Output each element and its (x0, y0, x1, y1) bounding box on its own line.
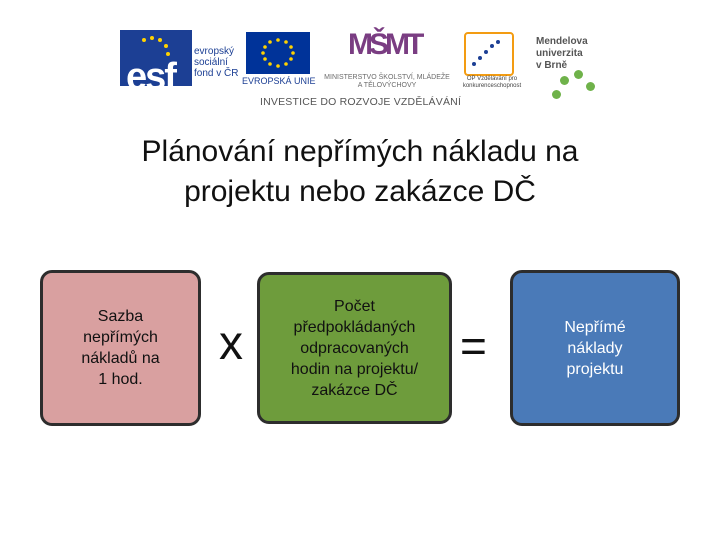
rate-box-text: Sazba nepřímých nákladů na 1 hod. (81, 308, 160, 388)
eu-caption: EVROPSKÁ UNIE (242, 76, 316, 86)
page-title (40, 132, 680, 212)
eu-flag-icon (246, 32, 310, 74)
title-line-1: Plánování nepřímých nákladu na (141, 135, 579, 168)
mendel-dot-icon (552, 90, 561, 99)
msmt-caption: MINISTERSTVO ŠKOLSTVÍ, MLÁDEŽE A TĚLOVÝCHOVY (324, 74, 450, 89)
hours-box-text: Počet předpokládaných odpracovaných hodin na projektu/ zakázce DČ (290, 297, 419, 399)
multiply-sign: x (219, 317, 243, 370)
mendel-dot-icon (560, 76, 569, 85)
op-caption: OP Vzdělávání pro konkurenceschopnost (462, 76, 522, 89)
mendel-dot-icon (586, 82, 595, 91)
investment-slogan: INVESTICE DO ROZVOJE VZDĚLÁVÁNÍ (260, 96, 462, 108)
title-line-2: projektu nebo zakázce DČ (184, 175, 536, 208)
result-box (510, 270, 680, 426)
mendel-caption: Mendelova univerzita v Brně (536, 36, 588, 71)
hours-box (257, 272, 452, 424)
equals-sign: = (460, 320, 487, 372)
esf-letters: esf (126, 56, 175, 98)
mendel-dot-icon (574, 70, 583, 79)
rate-box (40, 270, 201, 426)
msmt-mark: MŠMT (348, 28, 421, 61)
esf-caption: evropský sociální fond v ČR (194, 46, 239, 79)
op-logo-icon (464, 32, 514, 76)
esf-logo-mark (120, 30, 192, 98)
result-box-text: Nepřímé náklady projektu (564, 318, 626, 378)
logo-strip (112, 26, 602, 112)
